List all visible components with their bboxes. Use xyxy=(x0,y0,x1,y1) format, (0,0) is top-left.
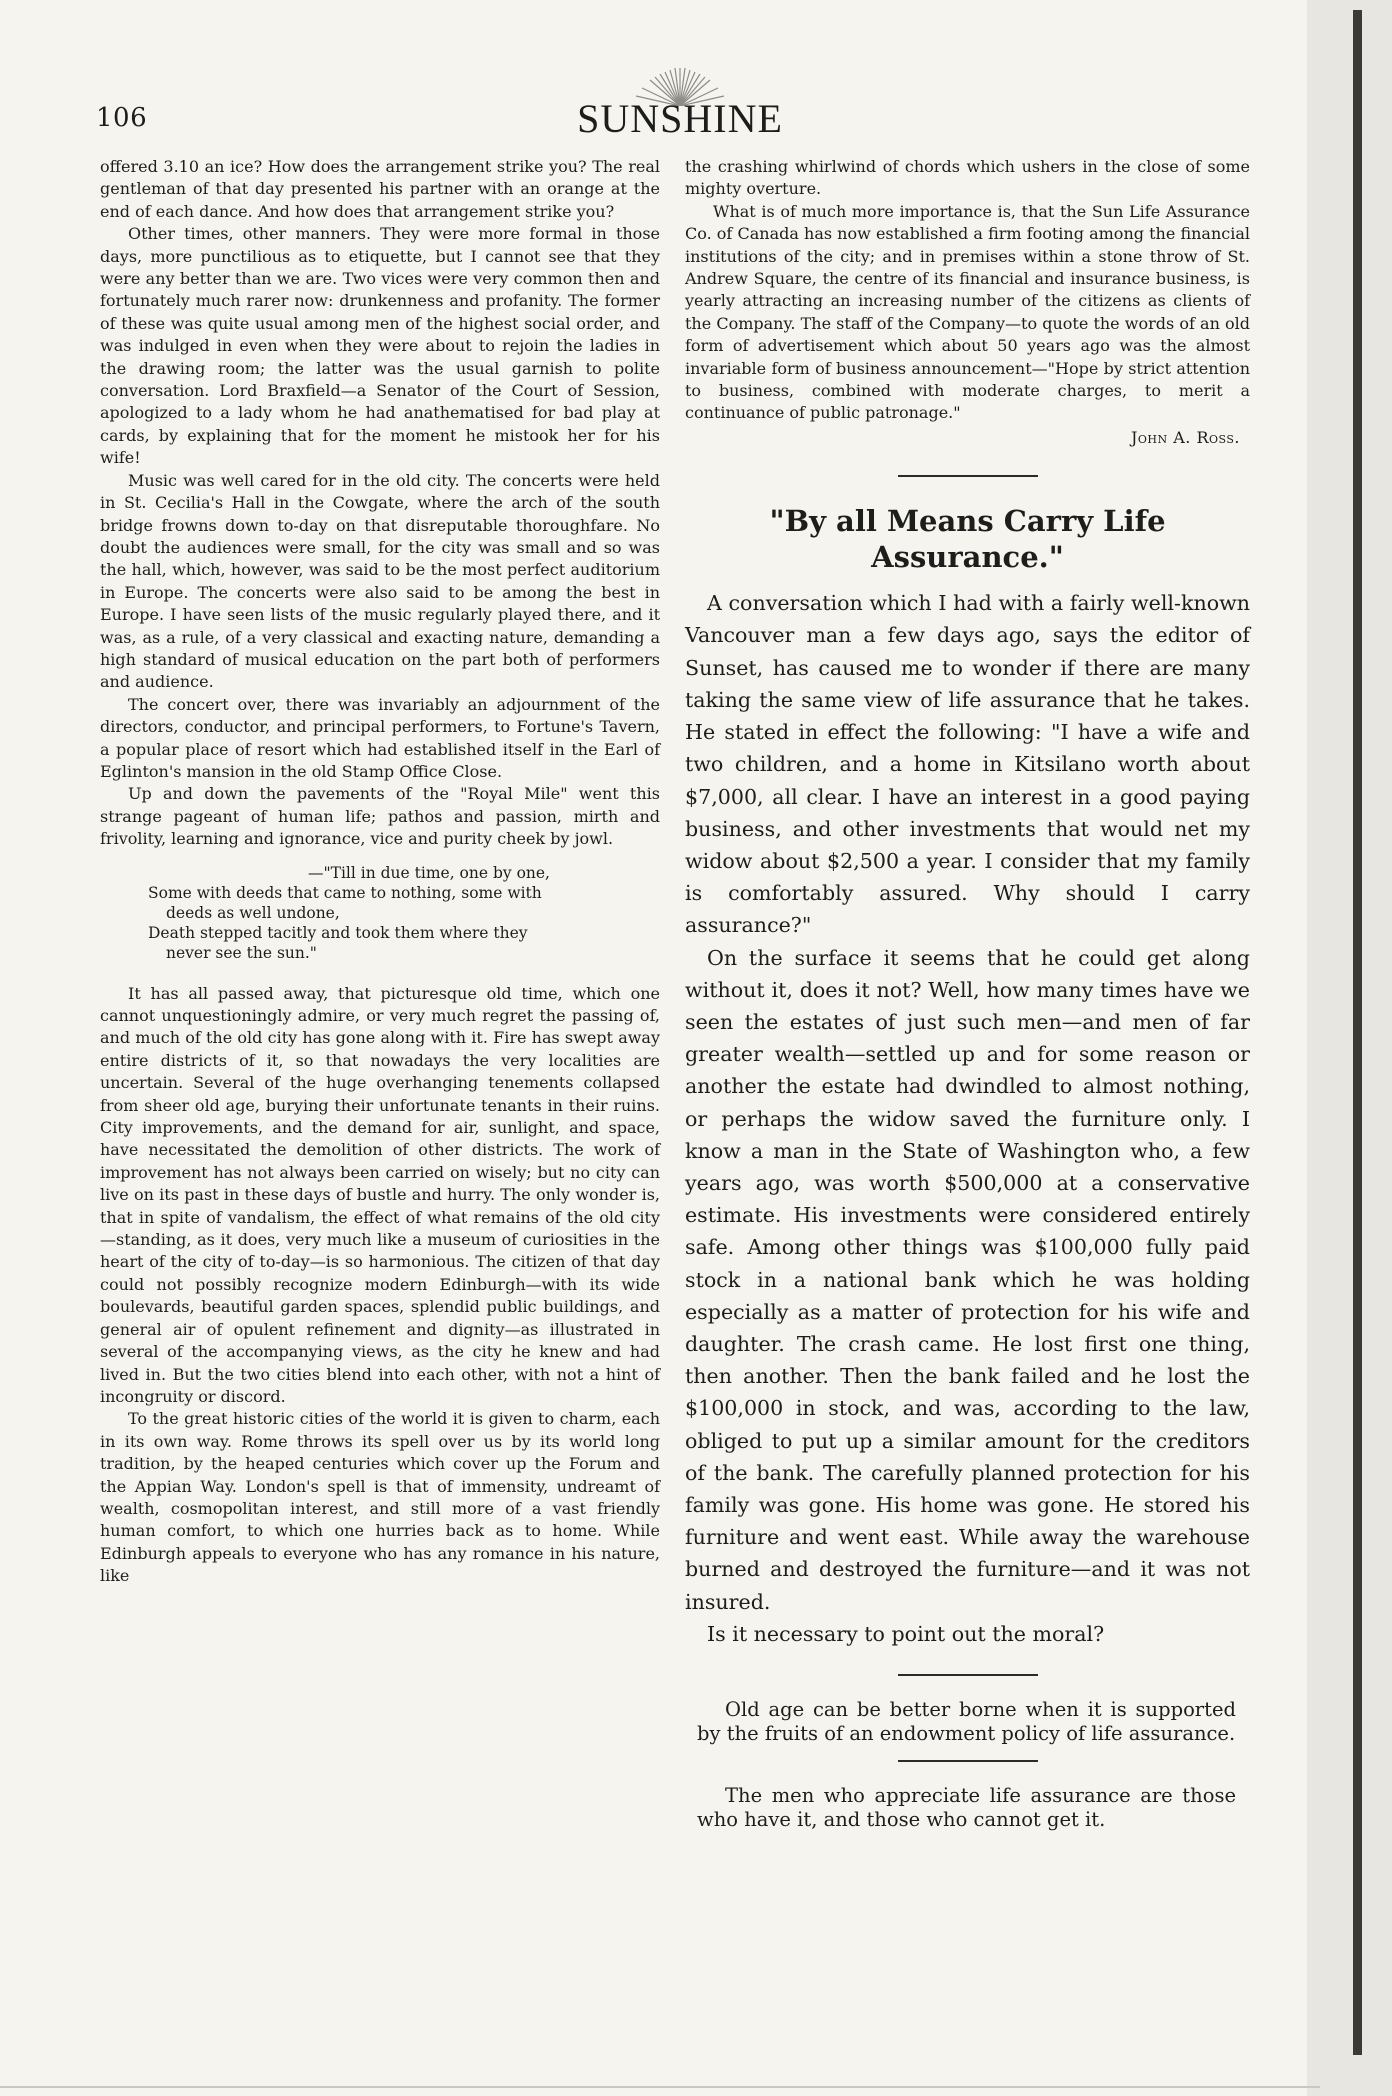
paragraph: Up and down the pavements of the "Royal Mile" went this strange pageant of human life; pathos and passion, mirth and frivolity, learning and ignorance, vice and purity cheek by jowl. xyxy=(100,784,660,849)
article-title: "By all Means Carry Life Assurance." xyxy=(769,504,1166,575)
paragraph: Music was well cared for in the old city. The concerts were held in St. Cecilia's Hall in the Cowgate, where the arch of the south bridge frowns down to-day on that disreputable thoroughfare. No doubt the audiences were small, for the city was small and so was the hall, which, however, was said to be the most perfect auditorium in Europe. The concerts were also said to be among the best in Europe. I have seen lists of the music regularly played there, and it was, as a rule, of a very classical and exacting nature, demanding a high standard of musical education on the part both of performers and audience. xyxy=(100,470,660,692)
page-number: 106 xyxy=(96,103,148,133)
left-column xyxy=(100,156,660,1588)
paragraph: It has all passed away, that picturesque old time, which one cannot unquestioningly admire, or very much regret the passing of, and much of the old city has gone along with it. Fire has swept away entire districts of it, so that nowadays the very localities are uncertain. Several of the huge overhanging tenements collapsed from sheer old age, burying their unfortunate tenants in their ruins. City improvements, and the demand for air, sunlight, and space, have necessitated the demolition of other districts. The work of improvement has not always been carried on wisely; but no city can live on its past in these days of bustle and hurry. The only wonder is, that in spite of vandalism, the effect of what remains of the old city—standing, as it does, very much like a museum of curiosities in the heart of the city of to-day—is so harmonious. The citizen of that day could not possibly recognize modern Edinburgh—with its wide boulevards, beautiful garden spaces, splendid public buildings, and general air of opulent refinement and dignity—as illustrated in several of the accompanying views, as the city he knew and had lived in. But the two cities blend into each other, with not a hint of incongruity or discord. xyxy=(100,983,660,1406)
paragraph: offered 3.10 an ice? How does the arrangement strike you? The real gentleman of that day presented his partner with an orange at the end of each dance. And how does that arrangement strike you? xyxy=(100,157,660,221)
paragraph: To the great historic cities of the world it is given to charm, each in its own way. Rome throws its spell over us by its world long tradition, by the heaped centuries which cover up the Forum and the Appian Way. London's spell is that of immensity, undreamt of wealth, cosmopolitan interest, and still more of a vast friendly human comfort, to which one hurries back as to home. While Edinburgh appeals to everyone who has any romance in his nature, like xyxy=(100,1409,660,1586)
paragraph: A conversation which I had with a fairly well-known Vancouver man a few days ago, says the editor of Sunset, has caused me to wonder if there are many taking the same view of life assurance that he takes. He stated in effect the following: "I have a wife and two children, and a home in Kitsilano worth about $7,000, all clear. I have an interest in a good paying business, and other investments that would net my widow about $2,500 a year. I consider that my family is comfortably assured. Why should I carry assurance?" xyxy=(685,591,1250,938)
right-column xyxy=(685,156,1250,1832)
paragraph: the crashing whirlwind of chords which ushers in the close of some mighty overture. xyxy=(685,157,1250,199)
poem-line: Some with deeds that came to nothing, some with xyxy=(148,883,542,902)
paragraph: The concert over, there was invariably an adjournment of the directors, conductor, and principal performers, to Fortune's Tavern, a popular place of resort which had established itself in the Earl of Eglinton's mansion in the old Stamp Office Close. xyxy=(100,694,660,781)
paragraph: Is it necessary to point out the moral? xyxy=(707,1621,1105,1646)
poem-line: never see the sun." xyxy=(166,943,317,962)
paragraph: Other times, other manners. They were more formal in those days, more punctilious as to etiquette, but I cannot see that they were any better than we are. Two vices were very common then and fortunately much rarer now: drunkenness and profanity. The former of these was quite usual among men of the highest social order, and was indulged in even when they were about to rejoin the ladies in the drawing room; the latter was the usual garnish to polite conversation. Lord Braxfield—a Senator of the Court of Session, apologized to a lady whom he had anathematised for bad play at cards, by explaining that for the moment he mistook her for his wife! xyxy=(100,224,660,468)
paragraph: What is of much more importance is, that the Sun Life Assurance Co. of Canada has now established a firm footing among the financial institutions of the city; and in premises within a stone throw of St. Andrew Square, the centre of its financial and insurance business, is yearly attracting an increasing number of the citizens as clients of the Company. The staff of the Company—to quote the words of an old form of advertisement which about 50 years ago was the almost invariable form of business announcement—"Hope by strict attention to business, combined with moderate charges, to merit a continuance of public patronage." xyxy=(685,201,1250,423)
masthead-title: SUNSHINE xyxy=(577,96,783,141)
filler-text: The men who appreciate life assurance are those who have it, and those who cannot get it. xyxy=(697,1783,1236,1831)
masthead xyxy=(560,96,800,142)
poem-line: Death stepped tacitly and took them where they xyxy=(148,923,528,942)
filler-text: Old age can be better borne when it is supported by the fruits of an endowment policy of life assurance. xyxy=(697,1697,1236,1745)
paragraph: On the surface it seems that he could get along without it, does it not? Well, how many times have we seen the estates of just such men—and men of far greater wealth—settled up and for some reason or another the estate had dwindled to almost nothing, or perhaps the widow saved the furniture only. I know a man in the State of Washington who, a few years ago, was worth $500,000 at a conservative estimate. His investments were considered entirely safe. Among other things was $100,000 fully paid stock in a national bank which he was holding especially as a matter of protection for his wife and daughter. The crash came. He lost first one thing, then another. Then the bank failed and he lost the $100,000 in stock, and was, according to the law, obliged to put up a similar amount for the creditors of the bank. The carefully planned protection for his family was gone. His home was gone. He stored his furniture and went east. While away the warehouse burned and destroyed the furniture—and it was not insured. xyxy=(685,945,1250,1614)
poem-quote xyxy=(148,863,660,963)
author-signature: John A. Ross. xyxy=(1131,427,1240,447)
poem-line: deeds as well undone, xyxy=(166,903,340,922)
article-body xyxy=(685,587,1250,1650)
poem-line: —"Till in due time, one by one, xyxy=(308,863,550,882)
